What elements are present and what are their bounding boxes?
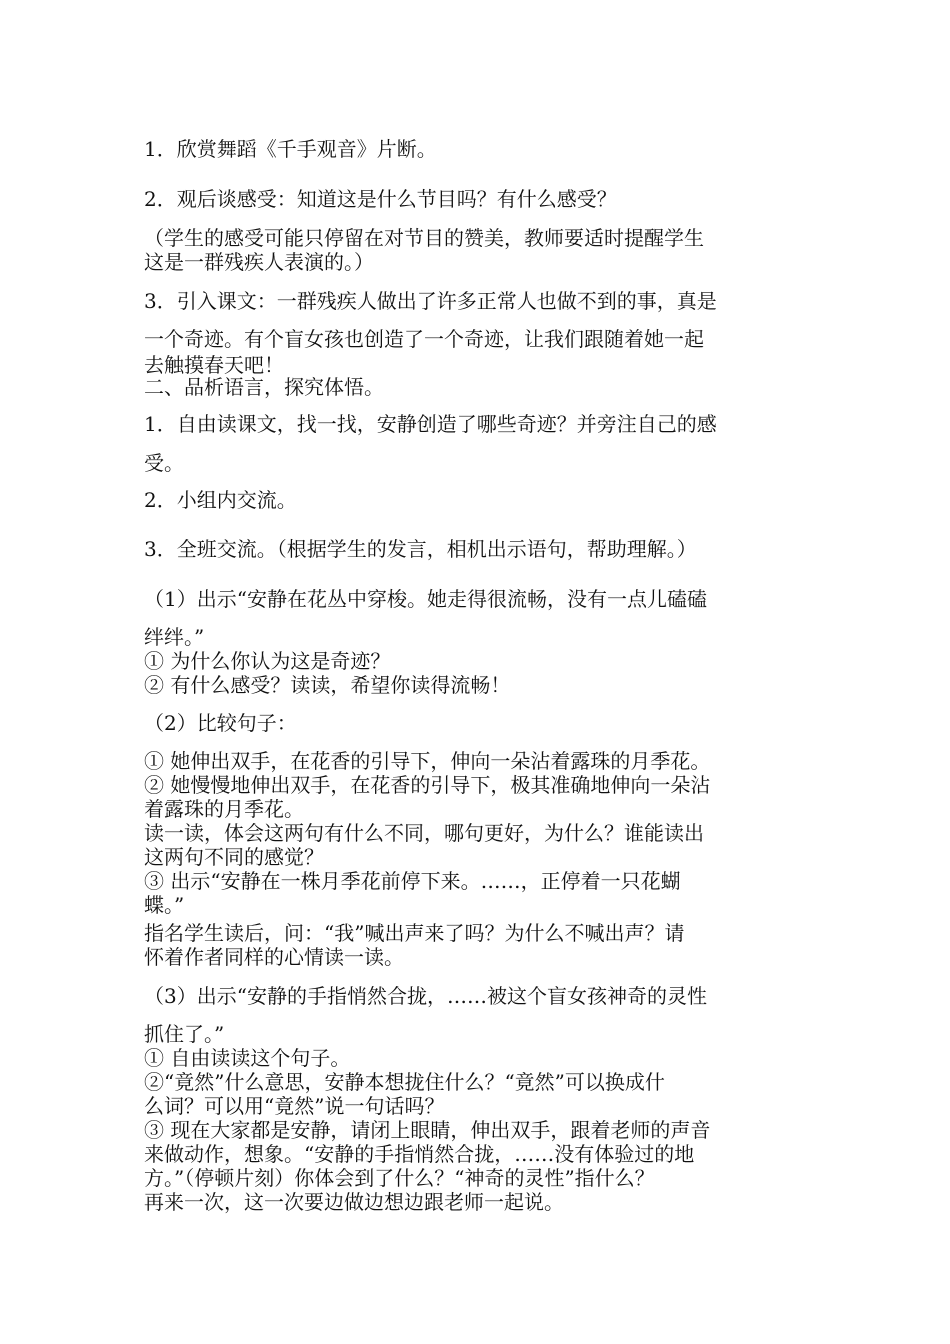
text-line: ②“竟然”什么意思，安静本想拢住什么？“竟然”可以换成什 [144,1070,665,1094]
text-line: ① 她伸出双手，在花香的引导下，伸向一朵沾着露珠的月季花。 [144,749,711,773]
text-line: 这两句不同的感觉？ [144,845,324,869]
text-line: 2．小组内交流。 [144,488,297,512]
text-line: （3）出示“安静的手指悄然合拢，……被这个盲女孩神奇的灵性 [144,984,707,1008]
text-line: 蝶。” [144,893,185,917]
text-line: 1．欣赏舞蹈《千手观音》片断。 [144,137,437,161]
text-line: 这是一群残疾人表演的。） [144,250,374,274]
text-line: 方。”（停顿片刻）你体会到了什么？“神奇的灵性”指什么？ [144,1166,655,1190]
text-line: 2．观后谈感受：知道这是什么节目吗？有什么感受？ [144,187,617,211]
text-line: 着露珠的月季花。 [144,797,304,821]
text-line: ③ 出示“安静在一株月季花前停下来。……，正停着一只花蝴 [144,869,681,893]
text-line: ③ 现在大家都是安静，请闭上眼睛，伸出双手，跟着老师的声音 [144,1118,711,1142]
text-line: 么词？可以用“竟然”说一句话吗？ [144,1094,445,1118]
text-line: 来做动作，想象。“安静的手指悄然合拢，……没有体验过的地 [144,1142,695,1166]
text-line: 3．全班交流。（根据学生的发言，相机出示语句，帮助理解。） [144,537,697,561]
text-line: （学生的感受可能只停留在对节目的赞美，教师要适时提醒学生 [144,226,704,250]
text-line: 读一读，体会这两句有什么不同，哪句更好，为什么？谁能读出 [144,821,704,845]
text-line: 1．自由读课文，找一找，安静创造了哪些奇迹？并旁注自己的感 [144,412,717,436]
text-line: ① 自由读读这个句子。 [144,1046,351,1070]
text-line: 一个奇迹。有个盲女孩也创造了一个奇迹，让我们跟随着她一起 [144,327,704,351]
text-line: 去触摸春天吧！ [144,353,284,377]
text-line: 受。 [144,451,184,475]
text-line: 绊绊。” [144,625,205,649]
text-line: ① 为什么你认为这是奇迹？ [144,649,391,673]
text-line: （1）出示“安静在花丛中穿梭。她走得很流畅，没有一点儿磕磕 [144,587,707,611]
text-line: （2）比较句子： [144,711,297,735]
text-line: 再来一次，这一次要边做边想边跟老师一起说。 [144,1190,564,1214]
text-line: 3．引入课文：一群残疾人做出了许多正常人也做不到的事，真是 [144,289,717,313]
section-heading: 二、品析语言，探究体悟。 [144,375,384,399]
text-line: 指名学生读后，问：“我”喊出声来了吗？为什么不喊出声？请 [144,921,685,945]
text-line: ② 她慢慢地伸出双手，在花香的引导下，极其准确地伸向一朵沾 [144,773,711,797]
text-line: ② 有什么感受？读读，希望你读得流畅！ [144,673,511,697]
text-line: 抓住了。” [144,1022,225,1046]
text-line: 怀着作者同样的心情读一读。 [144,945,404,969]
